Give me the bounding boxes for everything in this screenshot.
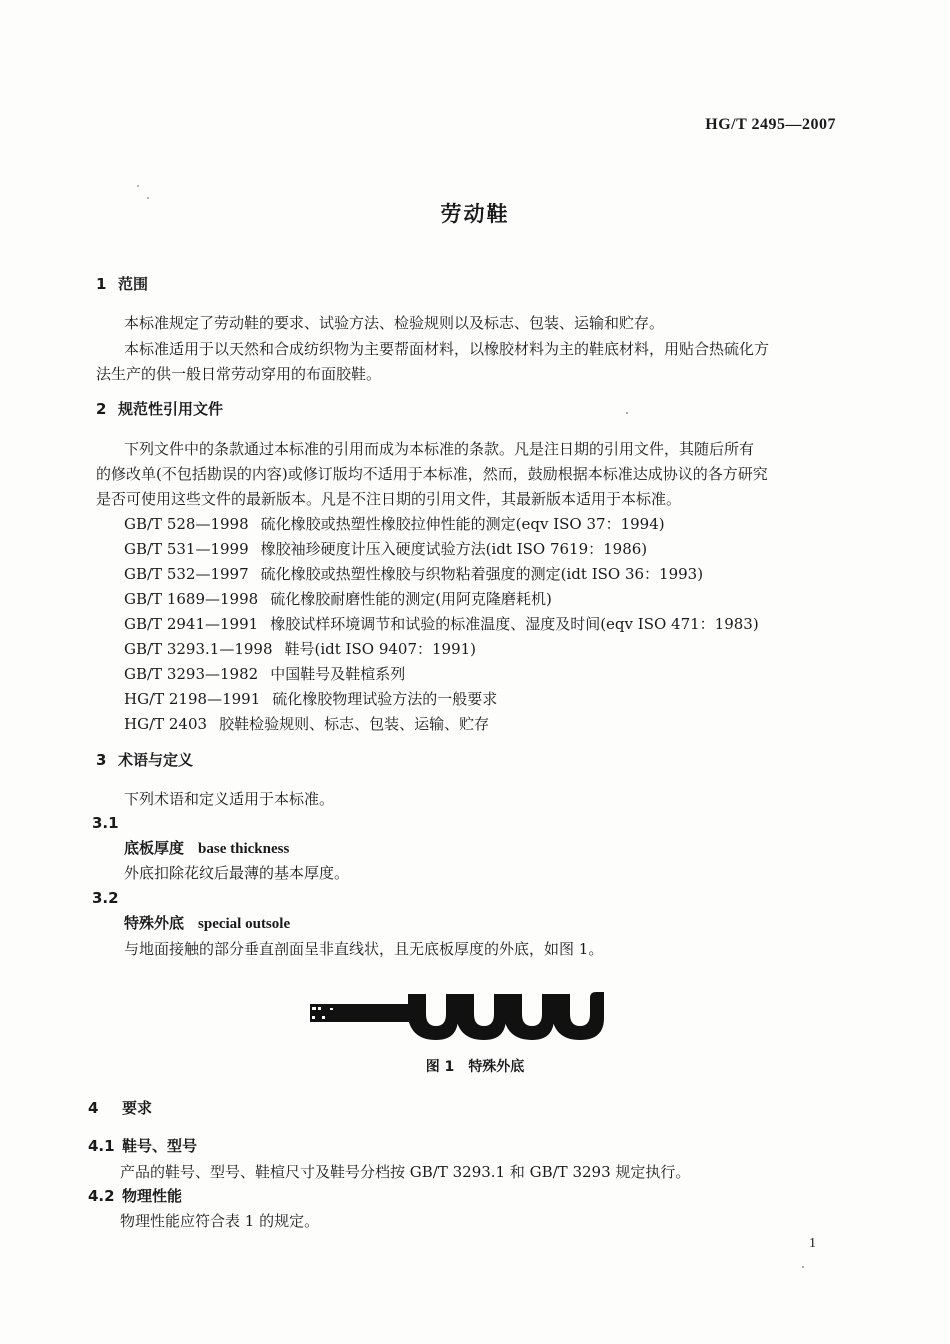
reference-code: GB/T 1689—1998 (124, 590, 259, 608)
term-definition: 外底扣除花纹后最薄的基本厚度。 (124, 864, 350, 882)
subsection-4-1-text: 产品的鞋号、型号、鞋楦尺寸及鞋号分档按 GB/T 3293.1 和 GB/T 3293 规定执行。 (120, 1163, 691, 1181)
reference-title: 硫化橡胶物理试验方法的一般要求 (272, 690, 498, 708)
reference-title: 鞋号(idt ISO 9407：1991) (284, 640, 477, 658)
reference-item (124, 614, 759, 634)
reference-code: GB/T 528—1998 (124, 515, 249, 533)
reference-item (124, 539, 647, 559)
reference-code: GB/T 531—1999 (124, 540, 249, 558)
term-definition: 与地面接触的部分垂直剖面呈非直线状，且无底板厚度的外底，如图 1。 (124, 940, 604, 958)
section-2-intro-line-3: 是否可使用这些文件的最新版本。凡是不注日期的引用文件，其最新版本适用于本标准。 (96, 490, 682, 508)
term-chinese: 底板厚度 (124, 839, 185, 857)
outsole-base-plate (310, 1004, 412, 1022)
base-plate-notch (330, 1008, 333, 1010)
reference-title: 橡胶袖珍硬度计压入硬度试验方法(idt ISO 7619：1986) (260, 540, 648, 558)
base-plate-notch (322, 1016, 325, 1019)
outsole-cleat (552, 992, 604, 1040)
subsection-4-1-heading (88, 1136, 197, 1156)
reference-item (124, 689, 497, 709)
reference-item (124, 564, 703, 584)
reference-item (124, 639, 476, 659)
special-outsole-figure (308, 988, 614, 1046)
section-4-number: 4 (88, 1099, 99, 1117)
figure-caption-text: 特殊外底 (468, 1059, 525, 1075)
reference-title: 胶鞋检验规则、标志、包装、运输、贮存 (219, 715, 490, 733)
term-heading (124, 913, 290, 934)
scan-speck (137, 185, 139, 187)
standard-code: HG/T 2495—2007 (705, 116, 836, 133)
section-1-para-1: 本标准规定了劳动鞋的要求、试验方法、检验规则以及标志、包装、运输和贮存。 (124, 314, 665, 332)
subsection-4-2-heading (88, 1186, 182, 1206)
reference-code: GB/T 2941—1991 (124, 615, 259, 633)
term-heading (124, 838, 289, 859)
figure-label: 图 1 (425, 1059, 455, 1075)
outsole-cleat (408, 994, 458, 1040)
subsection-4-1-title: 鞋号、型号 (122, 1137, 198, 1155)
subsection-4-2-text: 物理性能应符合表 1 的规定。 (120, 1212, 320, 1230)
section-2-intro-line-2: 的修改单(不包括勘误的内容)或修订版均不适用于本标准，然而，鼓励根据本标准达成协议的各方研究 (96, 465, 768, 483)
term-number: 3.1 (92, 814, 119, 832)
reference-item (124, 714, 489, 734)
outsole-cleat (456, 994, 506, 1040)
subsection-4-2-title: 物理性能 (122, 1187, 183, 1205)
term-chinese: 特殊外底 (124, 914, 185, 932)
term-english: base thickness (198, 841, 290, 857)
section-4-title: 要求 (122, 1099, 153, 1117)
outsole-cleat (504, 994, 554, 1040)
section-2-intro-line-1: 下列文件中的条款通过本标准的引用而成为本标准的条款。凡是注日期的引用文件，其随后所有 (124, 440, 755, 458)
section-2-title: 规范性引用文件 (118, 400, 224, 418)
term-english: special outsole (198, 916, 291, 932)
reference-code: GB/T 3293—1982 (124, 665, 259, 683)
base-plate-notch (312, 1007, 316, 1010)
reference-title: 硫化橡胶或热塑性橡胶拉伸性能的测定(eqv ISO 37：1994) (260, 515, 665, 533)
figure-caption (0, 1056, 950, 1076)
scan-speck (802, 1266, 804, 1268)
section-3-intro: 下列术语和定义适用于本标准。 (124, 790, 335, 808)
reference-title: 橡胶试样环境调节和试验的标准温度、湿度及时间(eqv ISO 471：1983) (270, 615, 759, 633)
reference-title: 硫化橡胶耐磨性能的测定(用阿克隆磨耗机) (270, 590, 552, 608)
reference-item (124, 664, 405, 684)
base-plate-notch (312, 1016, 315, 1019)
reference-item (124, 514, 665, 534)
reference-code: GB/T 3293.1—1998 (124, 640, 273, 658)
section-2-number: 2 (96, 400, 107, 418)
section-4-heading (88, 1098, 152, 1118)
section-1-para-2-line-2: 法生产的供一般日常劳动穿用的布面胶鞋。 (96, 365, 382, 383)
reference-code: HG/T 2198—1991 (124, 690, 261, 708)
reference-title: 硫化橡胶或热塑性橡胶与织物粘着强度的测定(idt ISO 36：1993) (260, 565, 704, 583)
scan-speck (626, 412, 628, 414)
subsection-4-2-number: 4.2 (88, 1187, 115, 1205)
section-3-heading (96, 750, 193, 770)
section-3-title: 术语与定义 (118, 751, 194, 769)
reference-title: 中国鞋号及鞋楦系列 (270, 665, 406, 683)
subsection-4-1-number: 4.1 (88, 1137, 115, 1155)
base-plate-notch (318, 1007, 321, 1010)
reference-code: GB/T 532—1997 (124, 565, 249, 583)
section-2-heading (96, 399, 223, 419)
section-3-number: 3 (96, 751, 107, 769)
section-1-heading (96, 274, 148, 294)
scan-speck (147, 197, 149, 199)
section-1-title: 范围 (118, 275, 149, 293)
document-title: 劳动鞋 (440, 202, 510, 226)
term-number: 3.2 (92, 889, 119, 907)
section-1-para-2-line-1: 本标准适用于以天然和合成纺织物为主要帮面材料，以橡胶材料为主的鞋底材料，用贴合热硫化方 (124, 340, 770, 358)
reference-item (124, 589, 552, 609)
section-1-number: 1 (96, 275, 107, 293)
page-number: 1 (809, 1236, 816, 1251)
reference-code: HG/T 2403 (124, 715, 208, 733)
